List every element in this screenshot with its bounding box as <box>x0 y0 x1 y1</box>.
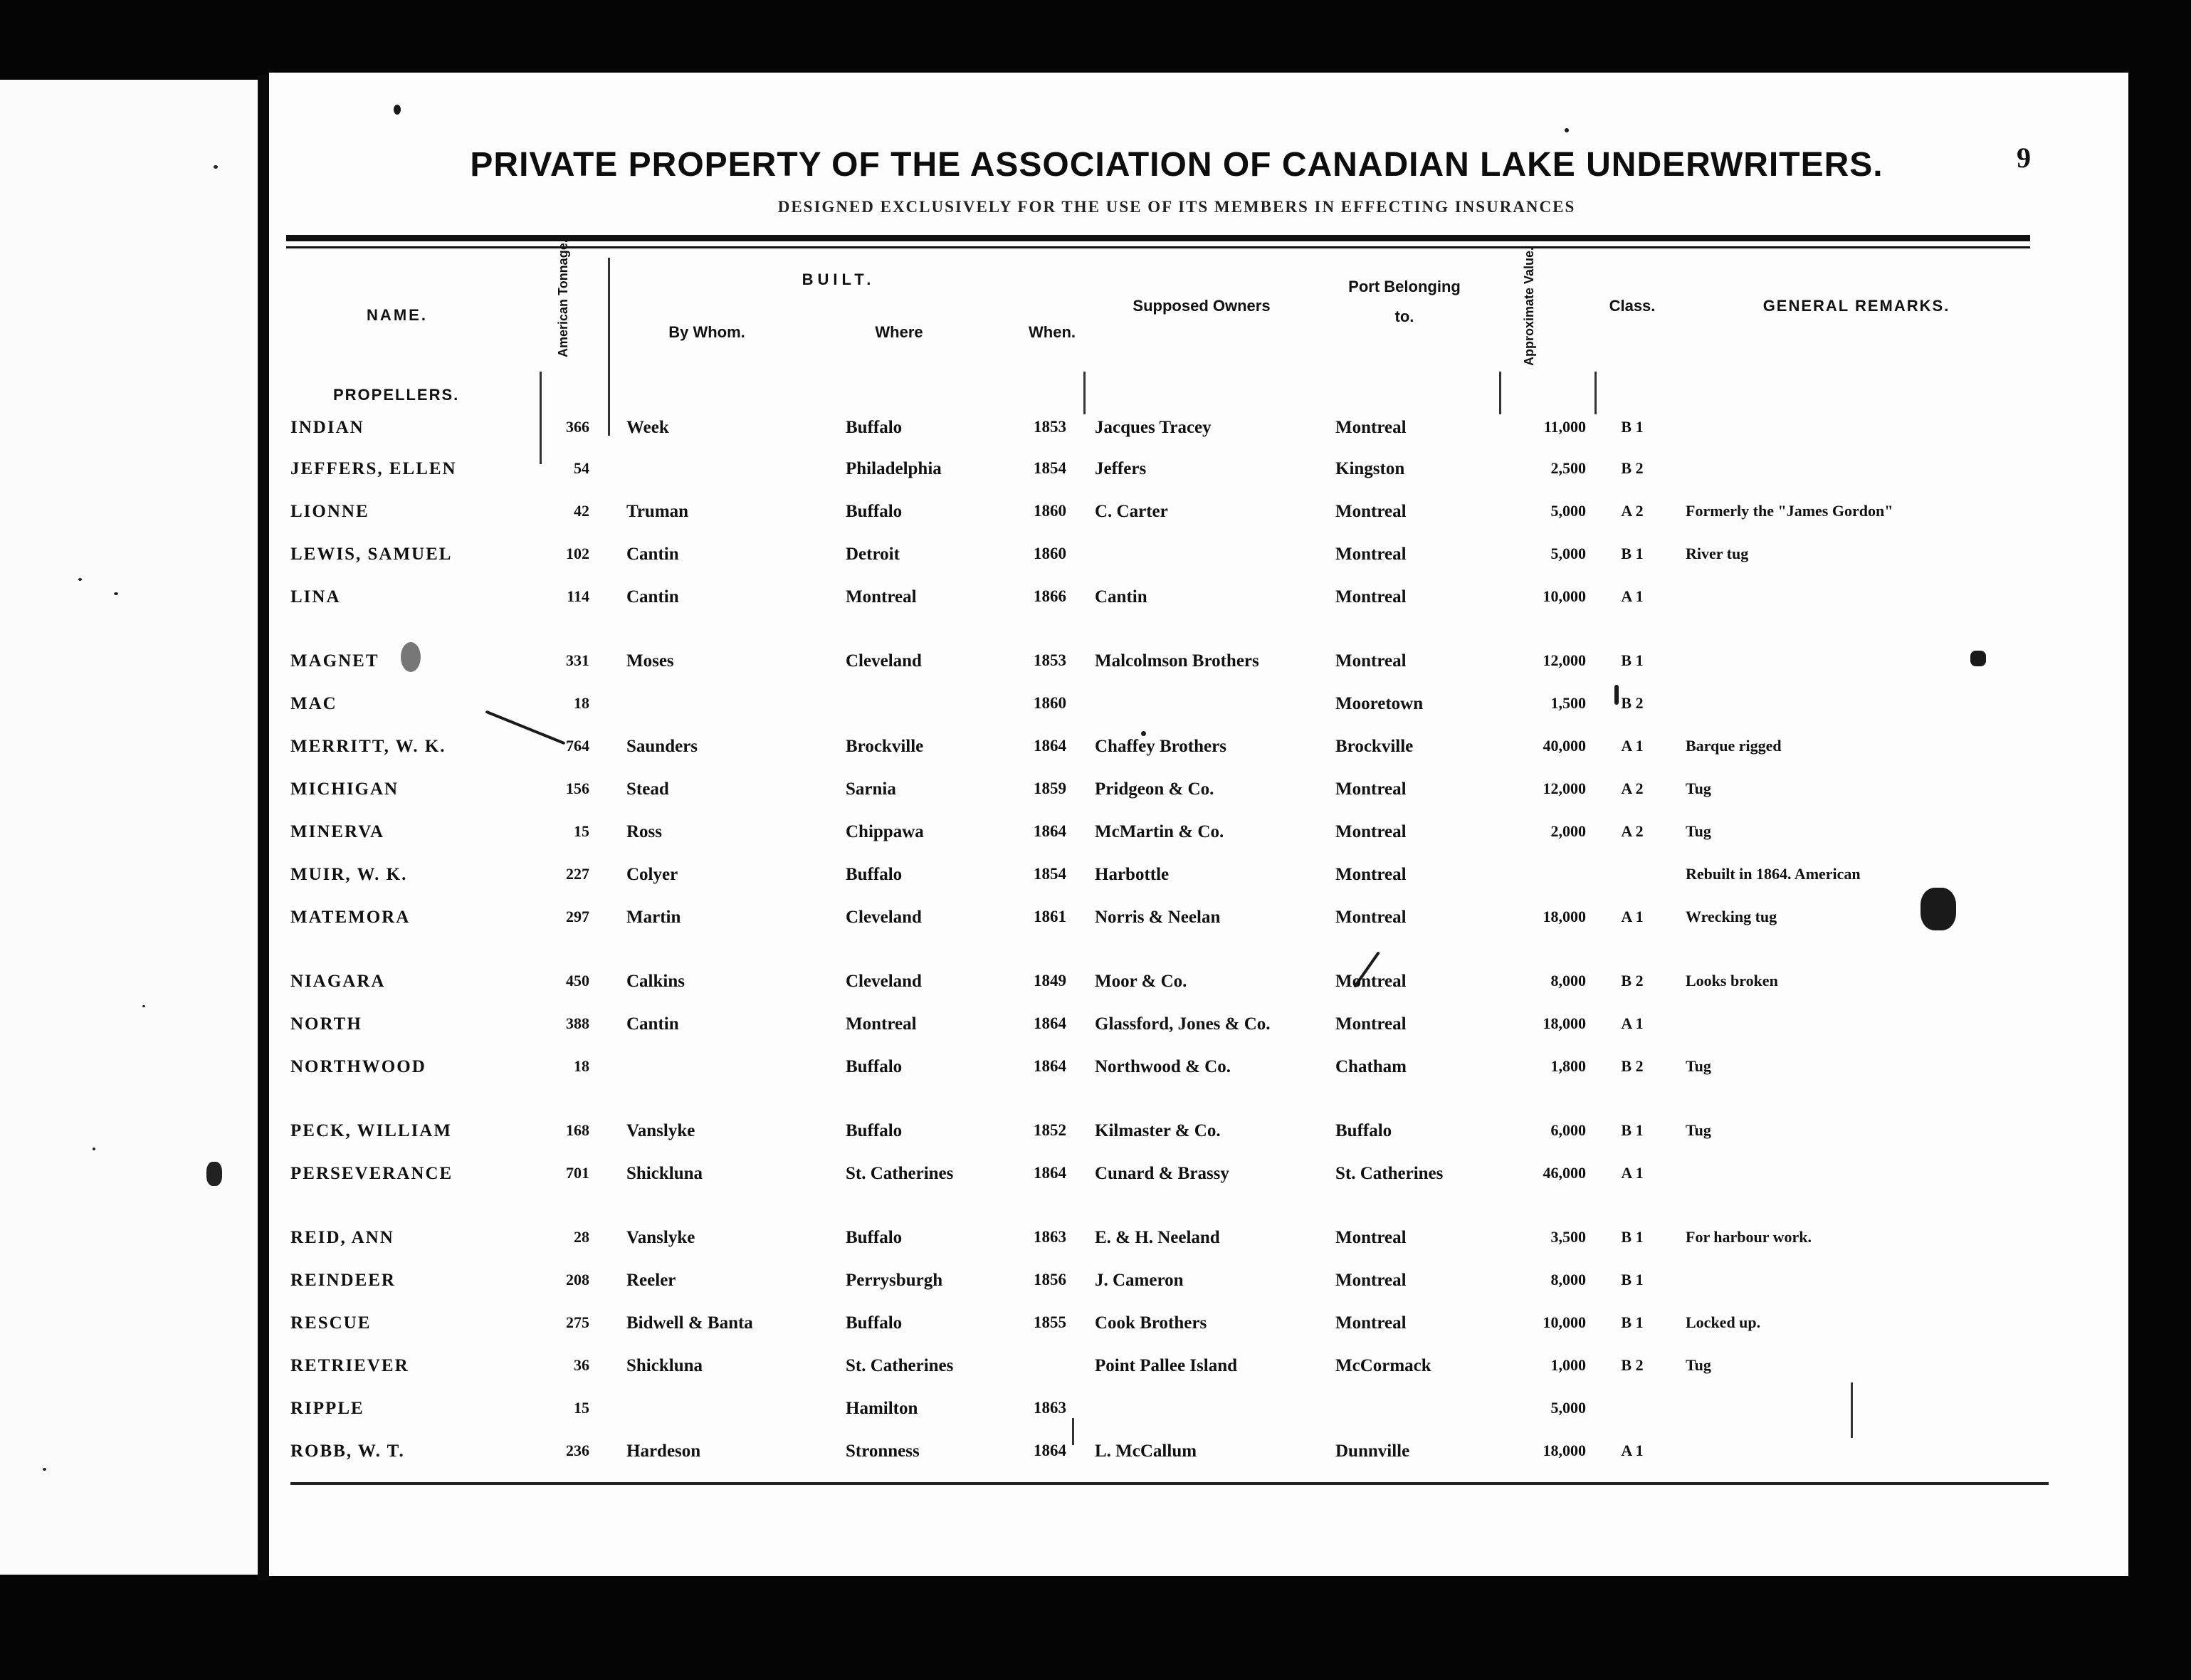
build-place-cell: Cleveland <box>846 972 922 991</box>
class-cell: B 2 <box>1621 972 1644 989</box>
build-year-cell: 1854 <box>1034 459 1066 477</box>
tonnage-cell: 54 <box>574 459 589 477</box>
vessel-name-cell: PECK, WILLIAM <box>290 1121 452 1140</box>
ledger-page <box>269 73 2128 1576</box>
table-row <box>269 1057 2120 1086</box>
builder-cell: Hardeson <box>626 1442 701 1461</box>
value-cell: 2,000 <box>1550 822 1586 840</box>
owners-cell: Moor & Co. <box>1095 972 1187 991</box>
table-row <box>269 779 2120 808</box>
home-port-cell: Montreal <box>1335 908 1407 927</box>
value-cell: 18,000 <box>1543 1014 1586 1032</box>
vessel-name-cell: RIPPLE <box>290 1399 364 1418</box>
home-port-cell: Montreal <box>1335 1313 1407 1333</box>
build-year-cell: 1864 <box>1034 1164 1066 1182</box>
build-year-cell: 1855 <box>1034 1313 1066 1331</box>
build-year-cell: 1864 <box>1034 1057 1066 1075</box>
home-port-cell: Montreal <box>1335 545 1407 564</box>
vessel-name-cell: NIAGARA <box>290 972 386 991</box>
build-place-cell: Sarnia <box>846 779 896 799</box>
value-cell: 2,500 <box>1550 459 1586 477</box>
vessel-name-cell: MUIR, W. K. <box>290 865 408 884</box>
class-cell: A 1 <box>1621 587 1644 605</box>
home-port-cell: Montreal <box>1335 1271 1407 1290</box>
class-cell: A 1 <box>1621 737 1644 755</box>
build-year-cell: 1864 <box>1034 1442 1066 1459</box>
vessel-name-cell: REID, ANN <box>290 1228 394 1247</box>
build-place-cell: Montreal <box>846 1014 917 1034</box>
owners-cell: J. Cameron <box>1095 1271 1184 1290</box>
owners-cell: Cunard & Brassy <box>1095 1164 1229 1183</box>
section-heading: PROPELLERS. <box>333 386 460 404</box>
remarks-cell: Tug <box>1686 779 1711 797</box>
value-cell: 5,000 <box>1550 502 1586 520</box>
tonnage-cell: 42 <box>574 502 589 520</box>
builder-cell: Truman <box>626 502 689 521</box>
build-place-cell: Cleveland <box>846 908 922 927</box>
build-year-cell: 1849 <box>1034 972 1066 989</box>
class-cell: A 1 <box>1621 1164 1644 1182</box>
value-cell: 1,000 <box>1550 1356 1586 1374</box>
class-cell: B 2 <box>1621 1356 1644 1374</box>
value-cell: 1,800 <box>1550 1057 1586 1075</box>
class-cell: B 1 <box>1621 1228 1644 1246</box>
home-port-cell: Montreal <box>1335 865 1407 884</box>
vessel-name-cell: MAC <box>290 694 337 713</box>
builder-cell: Colyer <box>626 865 678 884</box>
home-port-cell: Chatham <box>1335 1057 1407 1076</box>
build-place-cell: Buffalo <box>846 418 903 437</box>
table-row <box>269 545 2120 573</box>
table-row <box>269 1228 2120 1256</box>
build-place-cell: Cleveland <box>846 651 922 671</box>
builder-cell: Ross <box>626 822 663 841</box>
build-place-cell: Buffalo <box>846 502 903 521</box>
vessel-name-cell: JEFFERS, ELLEN <box>290 459 457 478</box>
tonnage-cell: 701 <box>566 1164 589 1182</box>
builder-cell: Bidwell & Banta <box>626 1313 753 1333</box>
table-row <box>269 694 2120 723</box>
build-year-cell: 1866 <box>1034 587 1066 605</box>
build-year-cell: 1860 <box>1034 502 1066 520</box>
build-place-cell: St. Catherines <box>846 1356 954 1375</box>
table-row <box>269 418 2120 446</box>
class-cell: B 2 <box>1621 459 1644 477</box>
owners-cell: Pridgeon & Co. <box>1095 779 1214 799</box>
build-place-cell: Stronness <box>846 1442 920 1461</box>
remarks-cell: Tug <box>1686 822 1711 840</box>
build-place-cell: Detroit <box>846 545 900 564</box>
value-cell: 5,000 <box>1550 545 1586 562</box>
remarks-cell: Rebuilt in 1864. American <box>1686 865 1861 883</box>
tonnage-cell: 15 <box>574 822 589 840</box>
remarks-cell: Locked up. <box>1686 1313 1761 1331</box>
builder-cell: Week <box>626 418 669 437</box>
owners-cell: Jacques Tracey <box>1095 418 1212 437</box>
owners-cell: Cantin <box>1095 587 1147 607</box>
class-cell: A 2 <box>1621 502 1644 520</box>
class-cell: B 1 <box>1621 545 1644 562</box>
col-header-where: Where <box>875 323 923 341</box>
remarks-cell: For harbour work. <box>1686 1228 1812 1246</box>
owners-cell: Jeffers <box>1095 459 1147 478</box>
column-rule <box>608 258 610 436</box>
col-header-tonnage: American Tonnage. <box>556 239 570 357</box>
home-port-cell: Mooretown <box>1335 694 1424 713</box>
remarks-cell: Wrecking tug <box>1686 908 1777 925</box>
builder-cell: Reeler <box>626 1271 676 1290</box>
builder-cell: Cantin <box>626 587 679 607</box>
tonnage-cell: 236 <box>566 1442 589 1459</box>
builder-cell: Cantin <box>626 545 679 564</box>
remarks-cell: Looks broken <box>1686 972 1778 989</box>
home-port-cell: Montreal <box>1335 587 1407 607</box>
class-cell: B 2 <box>1621 694 1644 712</box>
table-row <box>269 865 2120 893</box>
build-place-cell: Buffalo <box>846 1057 903 1076</box>
table-row <box>269 1271 2120 1299</box>
vessel-name-cell: MICHIGAN <box>290 779 399 799</box>
class-cell: A 1 <box>1621 1014 1644 1032</box>
builder-cell: Cantin <box>626 1014 679 1034</box>
remarks-cell: River tug <box>1686 545 1749 562</box>
class-cell: B 1 <box>1621 651 1644 669</box>
owners-cell: Malcolmson Brothers <box>1095 651 1259 671</box>
tonnage-cell: 168 <box>566 1121 589 1139</box>
page-subtitle: DESIGNED EXCLUSIVELY FOR THE USE OF ITS MEMBERS IN EFFECTING INSURANCES <box>777 198 1576 216</box>
table-row <box>269 1442 2120 1470</box>
table-row <box>269 972 2120 1000</box>
builder-cell: Shickluna <box>626 1356 703 1375</box>
vessel-name-cell: RETRIEVER <box>290 1356 409 1375</box>
value-cell: 18,000 <box>1543 908 1586 925</box>
vessel-name-cell: RESCUE <box>290 1313 372 1333</box>
build-place-cell: St. Catherines <box>846 1164 954 1183</box>
col-header-remarks: GENERAL REMARKS. <box>1762 297 1950 315</box>
remarks-cell: Barque rigged <box>1686 737 1782 755</box>
home-port-cell: McCormack <box>1335 1356 1431 1375</box>
owners-cell: E. & H. Neeland <box>1095 1228 1220 1247</box>
value-cell: 8,000 <box>1550 1271 1586 1288</box>
class-cell: B 1 <box>1621 1271 1644 1288</box>
vessel-name-cell: PERSEVERANCE <box>290 1164 453 1183</box>
build-place-cell: Buffalo <box>846 1121 903 1140</box>
remarks-cell: Formerly the "James Gordon" <box>1686 502 1893 520</box>
column-rule <box>1499 372 1501 414</box>
owners-cell: Cook Brothers <box>1095 1313 1207 1333</box>
build-year-cell: 1853 <box>1034 418 1066 436</box>
build-place-cell: Buffalo <box>846 1228 903 1247</box>
build-place-cell: Chippawa <box>846 822 924 841</box>
build-year-cell: 1856 <box>1034 1271 1066 1288</box>
home-port-cell: Kingston <box>1335 459 1405 478</box>
col-header-class: Class. <box>1609 297 1656 315</box>
build-place-cell: Buffalo <box>846 1313 903 1333</box>
tonnage-cell: 297 <box>566 908 589 925</box>
footer-rule <box>290 1482 2049 1485</box>
owners-cell: Northwood & Co. <box>1095 1057 1231 1076</box>
table-row <box>269 1356 2120 1385</box>
build-year-cell: 1863 <box>1034 1399 1066 1417</box>
home-port-cell: St. Catherines <box>1335 1164 1444 1183</box>
col-header-built: BUILT. <box>802 271 876 288</box>
build-year-cell: 1864 <box>1034 1014 1066 1032</box>
owners-cell: Kilmaster & Co. <box>1095 1121 1221 1140</box>
tonnage-cell: 36 <box>574 1356 589 1374</box>
owners-cell: Norris & Neelan <box>1095 908 1221 927</box>
tonnage-cell: 114 <box>567 587 589 605</box>
header-rule <box>286 235 2030 241</box>
col-header-port: Port Belonging to. <box>1348 278 1461 325</box>
build-year-cell: 1860 <box>1034 694 1066 712</box>
build-place-cell: Buffalo <box>846 865 903 884</box>
table-row <box>269 1121 2120 1150</box>
class-cell: A 2 <box>1621 779 1644 797</box>
value-cell: 18,000 <box>1543 1442 1586 1459</box>
tonnage-cell: 388 <box>566 1014 589 1032</box>
facing-page <box>0 80 258 1575</box>
builder-cell: Moses <box>626 651 674 671</box>
home-port-cell: Montreal <box>1335 502 1407 521</box>
tonnage-cell: 18 <box>574 1057 589 1075</box>
build-year-cell: 1859 <box>1034 779 1066 797</box>
builder-cell: Vanslyke <box>626 1121 695 1140</box>
vessel-name-cell: MAGNET <box>290 651 379 671</box>
tonnage-cell: 366 <box>566 418 589 436</box>
table-row <box>269 737 2120 765</box>
vessel-name-cell: MINERVA <box>290 822 385 841</box>
owners-cell: Chaffey Brothers <box>1095 737 1226 756</box>
class-cell: B 2 <box>1621 1057 1644 1075</box>
vessel-name-cell: NORTH <box>290 1014 362 1034</box>
col-header-by-whom: By Whom. <box>668 323 745 341</box>
vessel-name-cell: LEWIS, SAMUEL <box>290 545 453 564</box>
col-header-when: When. <box>1029 323 1076 341</box>
tonnage-cell: 331 <box>566 651 589 669</box>
value-cell: 3,500 <box>1550 1228 1586 1246</box>
value-cell: 5,000 <box>1550 1399 1586 1417</box>
col-header-name: NAME. <box>367 306 428 324</box>
value-cell: 11,000 <box>1543 418 1586 436</box>
build-year-cell: 1854 <box>1034 865 1066 883</box>
value-cell: 12,000 <box>1543 779 1586 797</box>
class-cell: A 2 <box>1621 822 1644 840</box>
home-port-cell: Montreal <box>1335 1228 1407 1247</box>
value-cell: 1,500 <box>1550 694 1586 712</box>
tonnage-cell: 102 <box>566 545 589 562</box>
home-port-cell: Montreal <box>1335 418 1407 437</box>
owners-cell: Glassford, Jones & Co. <box>1095 1014 1271 1034</box>
vessel-name-cell: MATEMORA <box>290 908 411 927</box>
tonnage-cell: 450 <box>566 972 589 989</box>
builder-cell: Martin <box>626 908 681 927</box>
tonnage-cell: 208 <box>566 1271 589 1288</box>
class-cell: B 1 <box>1621 1121 1644 1139</box>
table-row <box>269 822 2120 851</box>
tonnage-cell: 15 <box>574 1399 589 1417</box>
home-port-cell: Montreal <box>1335 1014 1407 1034</box>
table-row <box>269 1164 2120 1192</box>
build-place-cell: Montreal <box>846 587 917 607</box>
column-rule <box>1594 372 1597 414</box>
vessel-name-cell: LINA <box>290 587 341 607</box>
table-row <box>269 459 2120 488</box>
owners-cell: Harbottle <box>1095 865 1170 884</box>
owners-cell: Point Pallee Island <box>1095 1356 1238 1375</box>
build-place-cell: Philadelphia <box>846 459 942 478</box>
vessel-name-cell: MERRITT, W. K. <box>290 737 446 756</box>
build-year-cell: 1852 <box>1034 1121 1066 1139</box>
class-cell: B 1 <box>1621 1313 1644 1331</box>
tonnage-cell: 764 <box>566 737 589 755</box>
value-cell: 10,000 <box>1543 1313 1586 1331</box>
vessel-name-cell: INDIAN <box>290 418 364 437</box>
col-header-value: Approximate Value. <box>1522 246 1536 366</box>
build-place-cell: Hamilton <box>846 1399 918 1418</box>
table-row <box>269 502 2120 530</box>
builder-cell: Stead <box>626 779 669 799</box>
build-place-cell: Brockville <box>846 737 924 756</box>
table-row <box>269 908 2120 936</box>
build-year-cell: 1853 <box>1034 651 1066 669</box>
vessel-name-cell: NORTHWOOD <box>290 1057 426 1076</box>
build-year-cell: 1861 <box>1034 908 1066 925</box>
class-cell: A 1 <box>1621 1442 1644 1459</box>
value-cell: 8,000 <box>1550 972 1586 989</box>
home-port-cell: Montreal <box>1335 779 1407 799</box>
home-port-cell: Buffalo <box>1335 1121 1392 1140</box>
tonnage-cell: 227 <box>566 865 589 883</box>
remarks-cell: Tug <box>1686 1356 1711 1374</box>
table-row <box>269 1014 2120 1043</box>
column-rule <box>1083 372 1086 414</box>
class-cell: A 1 <box>1621 908 1644 925</box>
builder-cell: Saunders <box>626 737 698 756</box>
tonnage-cell: 275 <box>566 1313 589 1331</box>
home-port-cell: Montreal <box>1335 651 1407 671</box>
vessel-name-cell: ROBB, W. T. <box>290 1442 405 1461</box>
home-port-cell: Brockville <box>1335 737 1414 756</box>
value-cell: 40,000 <box>1543 737 1586 755</box>
build-year-cell: 1860 <box>1034 545 1066 562</box>
class-cell: B 1 <box>1621 418 1644 436</box>
home-port-cell: Montreal <box>1335 972 1407 991</box>
home-port-cell: Dunnville <box>1335 1442 1410 1461</box>
tonnage-cell: 28 <box>574 1228 589 1246</box>
value-cell: 10,000 <box>1543 587 1586 605</box>
owners-cell: C. Carter <box>1095 502 1168 521</box>
remarks-cell: Tug <box>1686 1057 1711 1075</box>
value-cell: 46,000 <box>1543 1164 1586 1182</box>
home-port-cell: Montreal <box>1335 822 1407 841</box>
builder-cell: Shickluna <box>626 1164 703 1183</box>
page-number: 9 <box>2017 142 2031 174</box>
builder-cell: Vanslyke <box>626 1228 695 1247</box>
table-row <box>269 651 2120 680</box>
tonnage-cell: 156 <box>566 779 589 797</box>
build-place-cell: Perrysburgh <box>846 1271 943 1290</box>
owners-cell: McMartin & Co. <box>1095 822 1224 841</box>
col-header-owners: Supposed Owners <box>1133 297 1271 315</box>
tonnage-cell: 18 <box>574 694 589 712</box>
table-row <box>269 1313 2120 1342</box>
value-cell: 6,000 <box>1550 1121 1586 1139</box>
table-row <box>269 587 2120 616</box>
header-rule-thin <box>286 246 2030 248</box>
page-title: PRIVATE PROPERTY OF THE ASSOCIATION OF CANADIAN LAKE UNDERWRITERS. <box>470 146 1883 184</box>
build-year-cell: 1864 <box>1034 737 1066 755</box>
vessel-name-cell: REINDEER <box>290 1271 396 1290</box>
remarks-cell: Tug <box>1686 1121 1711 1139</box>
build-year-cell: 1864 <box>1034 822 1066 840</box>
builder-cell: Calkins <box>626 972 685 991</box>
value-cell: 12,000 <box>1543 651 1586 669</box>
owners-cell: L. McCallum <box>1095 1442 1197 1461</box>
table-row <box>269 1399 2120 1427</box>
vessel-name-cell: LIONNE <box>290 502 369 521</box>
build-year-cell: 1863 <box>1034 1228 1066 1246</box>
